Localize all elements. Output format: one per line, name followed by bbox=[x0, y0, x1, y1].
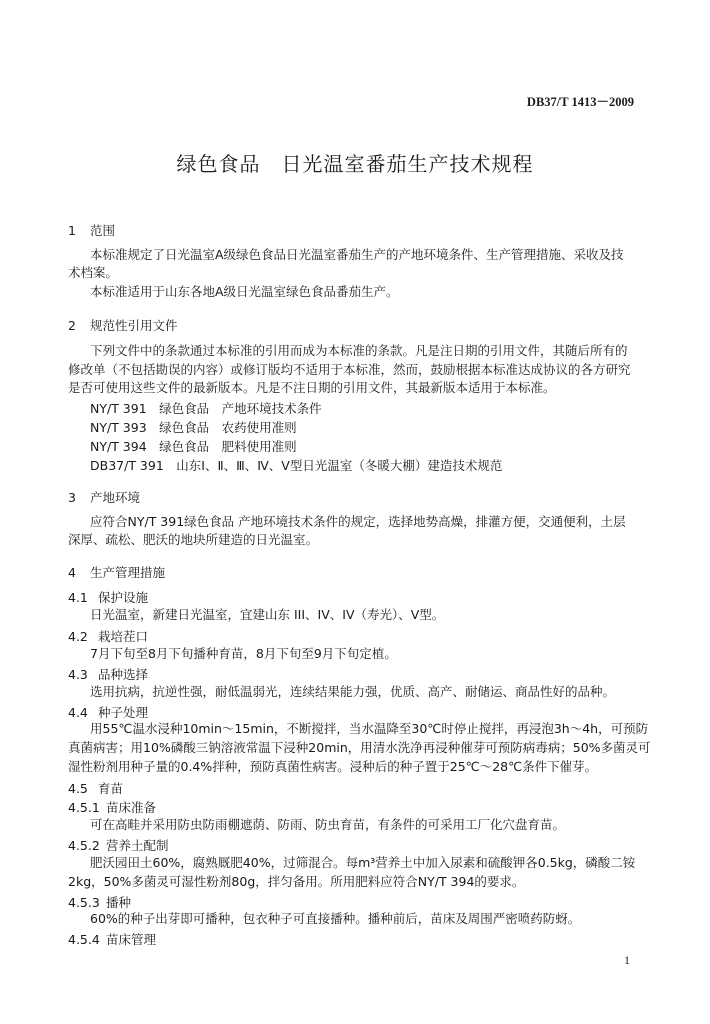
paragraph: 60%的种子出芽即可播种，包衣种子可直接播种。播种前后，苗床及周围严密喷药防蚜。 bbox=[90, 911, 581, 926]
paragraph: 选用抗病，抗逆性强，耐低温弱光，连续结果能力强，优质、高产、耐储运、商品性好的品种。 bbox=[90, 684, 616, 699]
paragraph: 应符合NY/T 391绿色食品 产地环境技术条件的规定，选择地势高燥，排灌方便，交通便利，土层 bbox=[90, 514, 626, 529]
section-4-5-3-heading: 4.5.3 播种 bbox=[68, 895, 132, 910]
paragraph: 下列文件中的条款通过本标准的引用而成为本标准的条款。凡是注日期的引用文件，其随后所有的 bbox=[90, 343, 628, 358]
section-4-5-2-heading: 4.5.2 营养土配制 bbox=[68, 838, 169, 853]
paragraph: 本标准规定了日光温室A级绿色食品日光温室番茄生产的产地环境条件、生产管理措施、采收及技 bbox=[90, 247, 624, 262]
paragraph: 日光温室，新建日光温室，宜建山东 III、IV、IV（寿光）、V型。 bbox=[90, 607, 445, 622]
paragraph: 深厚、疏松、肥沃的地块所建造的日光温室。 bbox=[68, 532, 319, 547]
section-4-5-4-heading: 4.5.4 苗床管理 bbox=[68, 932, 157, 947]
section-4-1-heading: 4.1 保护设施 bbox=[68, 590, 149, 605]
reference-item: DB37/T 391 山东Ⅰ、Ⅱ、Ⅲ、Ⅳ、Ⅴ型日光温室（冬暖大棚）建造技术规范 bbox=[90, 458, 503, 473]
section-4-2-heading: 4.2 栽培茬口 bbox=[68, 629, 149, 644]
reference-item: NY/T 391 绿色食品 产地环境技术条件 bbox=[90, 401, 322, 416]
section-1-heading: 1 范围 bbox=[68, 223, 116, 238]
document-title: 绿色食品 日光温室番茄生产技术规程 bbox=[176, 152, 534, 176]
section-3-heading: 3 产地环境 bbox=[68, 490, 141, 505]
paragraph: 用55℃温水浸种10min～15min，不断搅拌，当水温降至30℃时停止搅拌，再浸泡3h～4h，可预防 bbox=[90, 721, 649, 736]
section-4-heading: 4 生产管理措施 bbox=[68, 565, 166, 580]
paragraph: 术档案。 bbox=[68, 265, 119, 280]
paragraph: 2kg，50%多菌灵可湿性粉剂80g，拌匀备用。所用肥料应符合NY/T 394的要求。 bbox=[68, 874, 525, 889]
paragraph: 修改单（不包括勘误的内容）或修订版均不适用于本标准，然而，鼓励根据本标准达成协议的各方研究 bbox=[68, 362, 631, 377]
section-4-4-heading: 4.4 种子处理 bbox=[68, 705, 149, 720]
paragraph: 真菌病害；用10%磷酸三钠溶液常温下浸种20min，用清水洗净再浸种催芽可预防病毒病；50%多菌灵可 bbox=[68, 740, 651, 755]
standard-code: DB37/T 1413－2009 bbox=[526, 95, 634, 109]
paragraph: 7月下旬至8月下旬播种育苗，8月下旬至9月下旬定植。 bbox=[90, 646, 397, 661]
section-2-heading: 2 规范性引用文件 bbox=[68, 318, 178, 333]
paragraph: 可在高畦并采用防虫防雨棚遮荫、防雨、防虫育苗，有条件的可采用工厂化穴盘育苗。 bbox=[90, 817, 566, 832]
paragraph: 肥沃园田土60%，腐熟厩肥40%，过筛混合。每m³营养土中加入尿素和硫酸钾各0.5kg，磷酸二铵 bbox=[90, 855, 636, 870]
paragraph: 本标准适用于山东各地A级日光温室绿色食品番茄生产。 bbox=[90, 284, 399, 299]
reference-item: NY/T 394 绿色食品 肥料使用准则 bbox=[90, 439, 297, 454]
reference-item: NY/T 393 绿色食品 农药使用准则 bbox=[90, 420, 297, 435]
paragraph: 湿性粉剂用种子量的0.4%拌种，预防真菌性病害。浸种后的种子置于25℃～28℃条件下催芽。 bbox=[68, 759, 598, 774]
section-4-3-heading: 4.3 品种选择 bbox=[68, 667, 149, 682]
section-4-5-1-heading: 4.5.1 苗床准备 bbox=[68, 800, 157, 815]
page-number: 1 bbox=[624, 953, 630, 967]
section-4-5-heading: 4.5 育苗 bbox=[68, 781, 124, 796]
paragraph: 是否可使用这些文件的最新版本。凡是不注日期的引用文件，其最新版本适用于本标准。 bbox=[68, 380, 556, 395]
